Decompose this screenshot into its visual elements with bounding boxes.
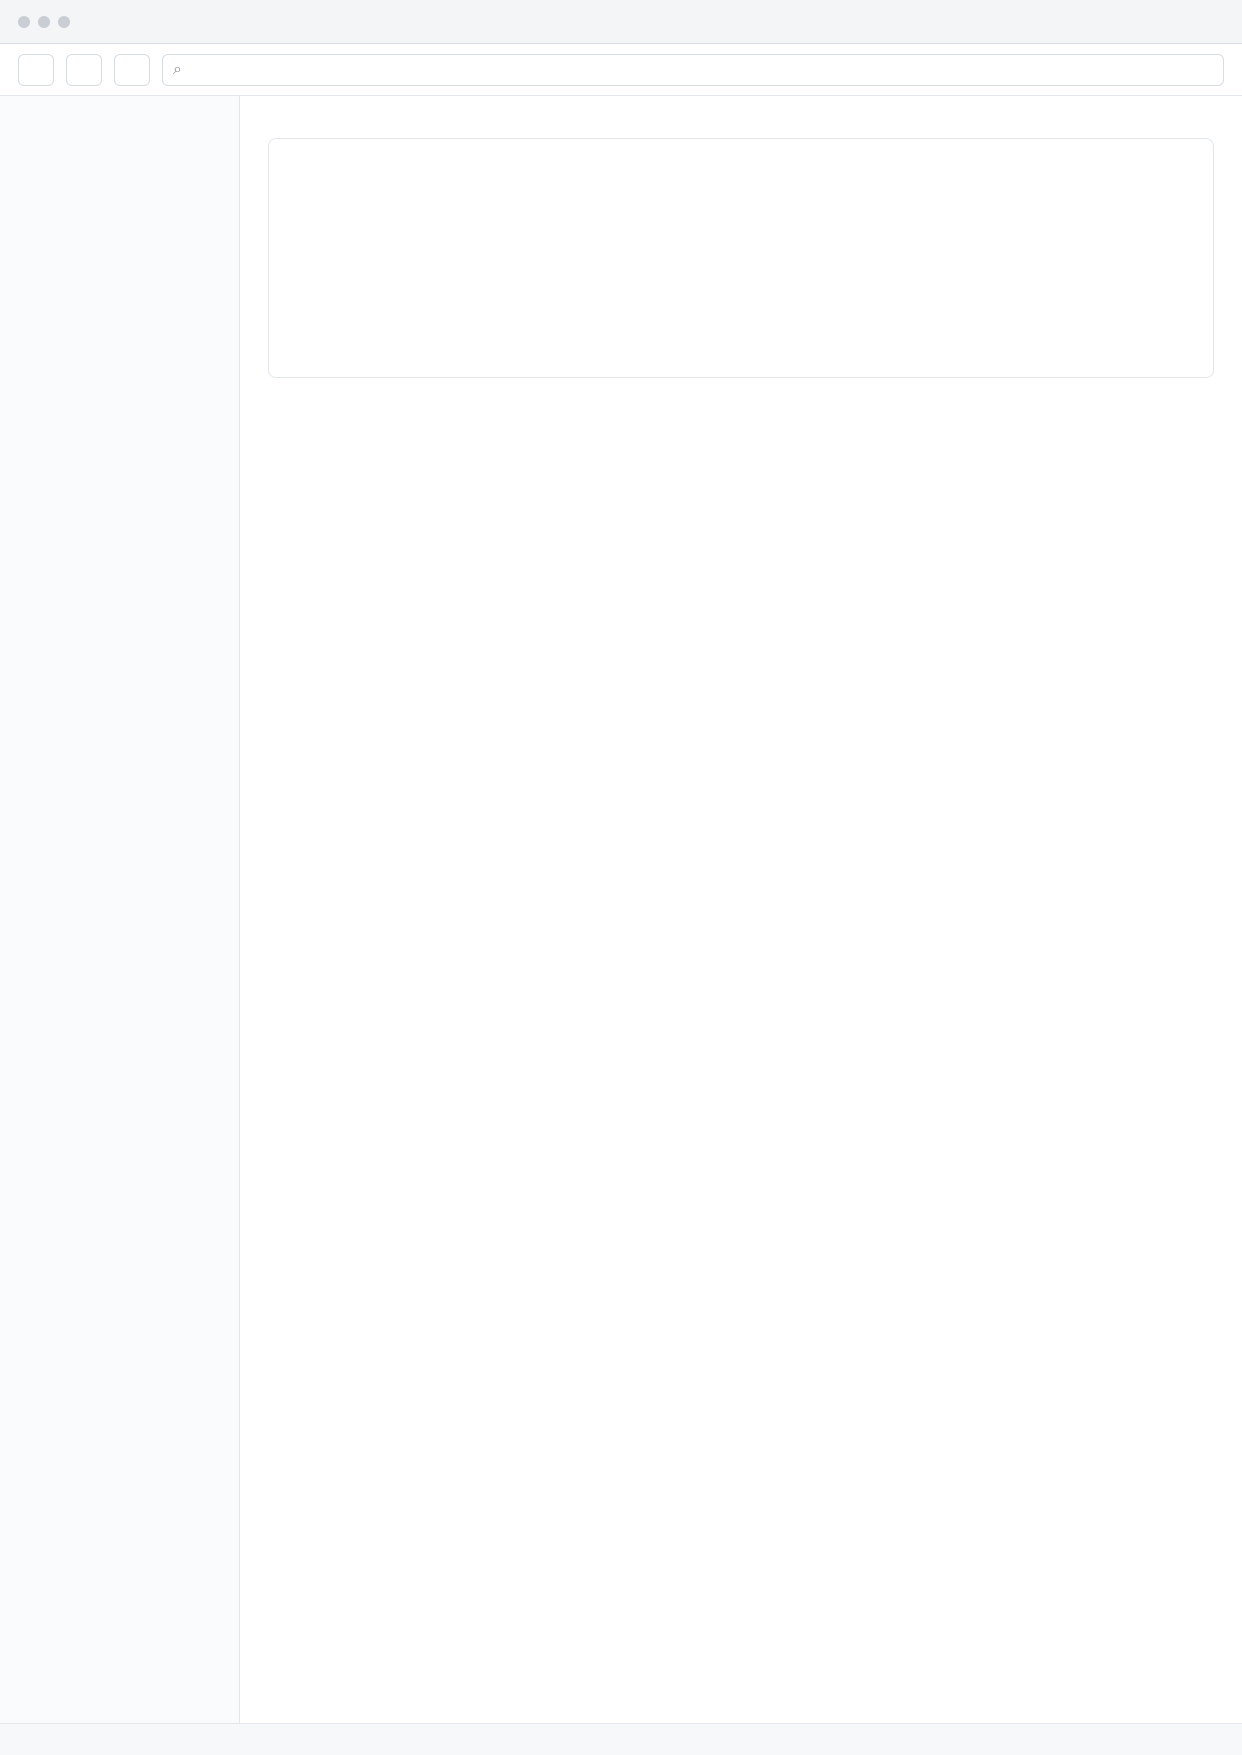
- content-area: [268, 138, 1214, 378]
- close-window-icon[interactable]: [18, 16, 30, 28]
- status-bar: [0, 1723, 1242, 1755]
- main-content: [240, 96, 1242, 1723]
- window-title-bar: [0, 0, 1242, 44]
- search-input[interactable]: [190, 61, 1213, 79]
- toolbar: [0, 44, 1242, 96]
- maximize-window-icon[interactable]: [58, 16, 70, 28]
- workspace: [0, 96, 1242, 1723]
- search-icon: ⌕: [173, 60, 182, 78]
- refresh-button[interactable]: [114, 54, 150, 86]
- forward-button[interactable]: [66, 54, 102, 86]
- back-button[interactable]: [18, 54, 54, 86]
- sidebar: [0, 96, 240, 1723]
- window-controls: [18, 16, 70, 28]
- search-field[interactable]: [162, 54, 1224, 86]
- minimize-window-icon[interactable]: [38, 16, 50, 28]
